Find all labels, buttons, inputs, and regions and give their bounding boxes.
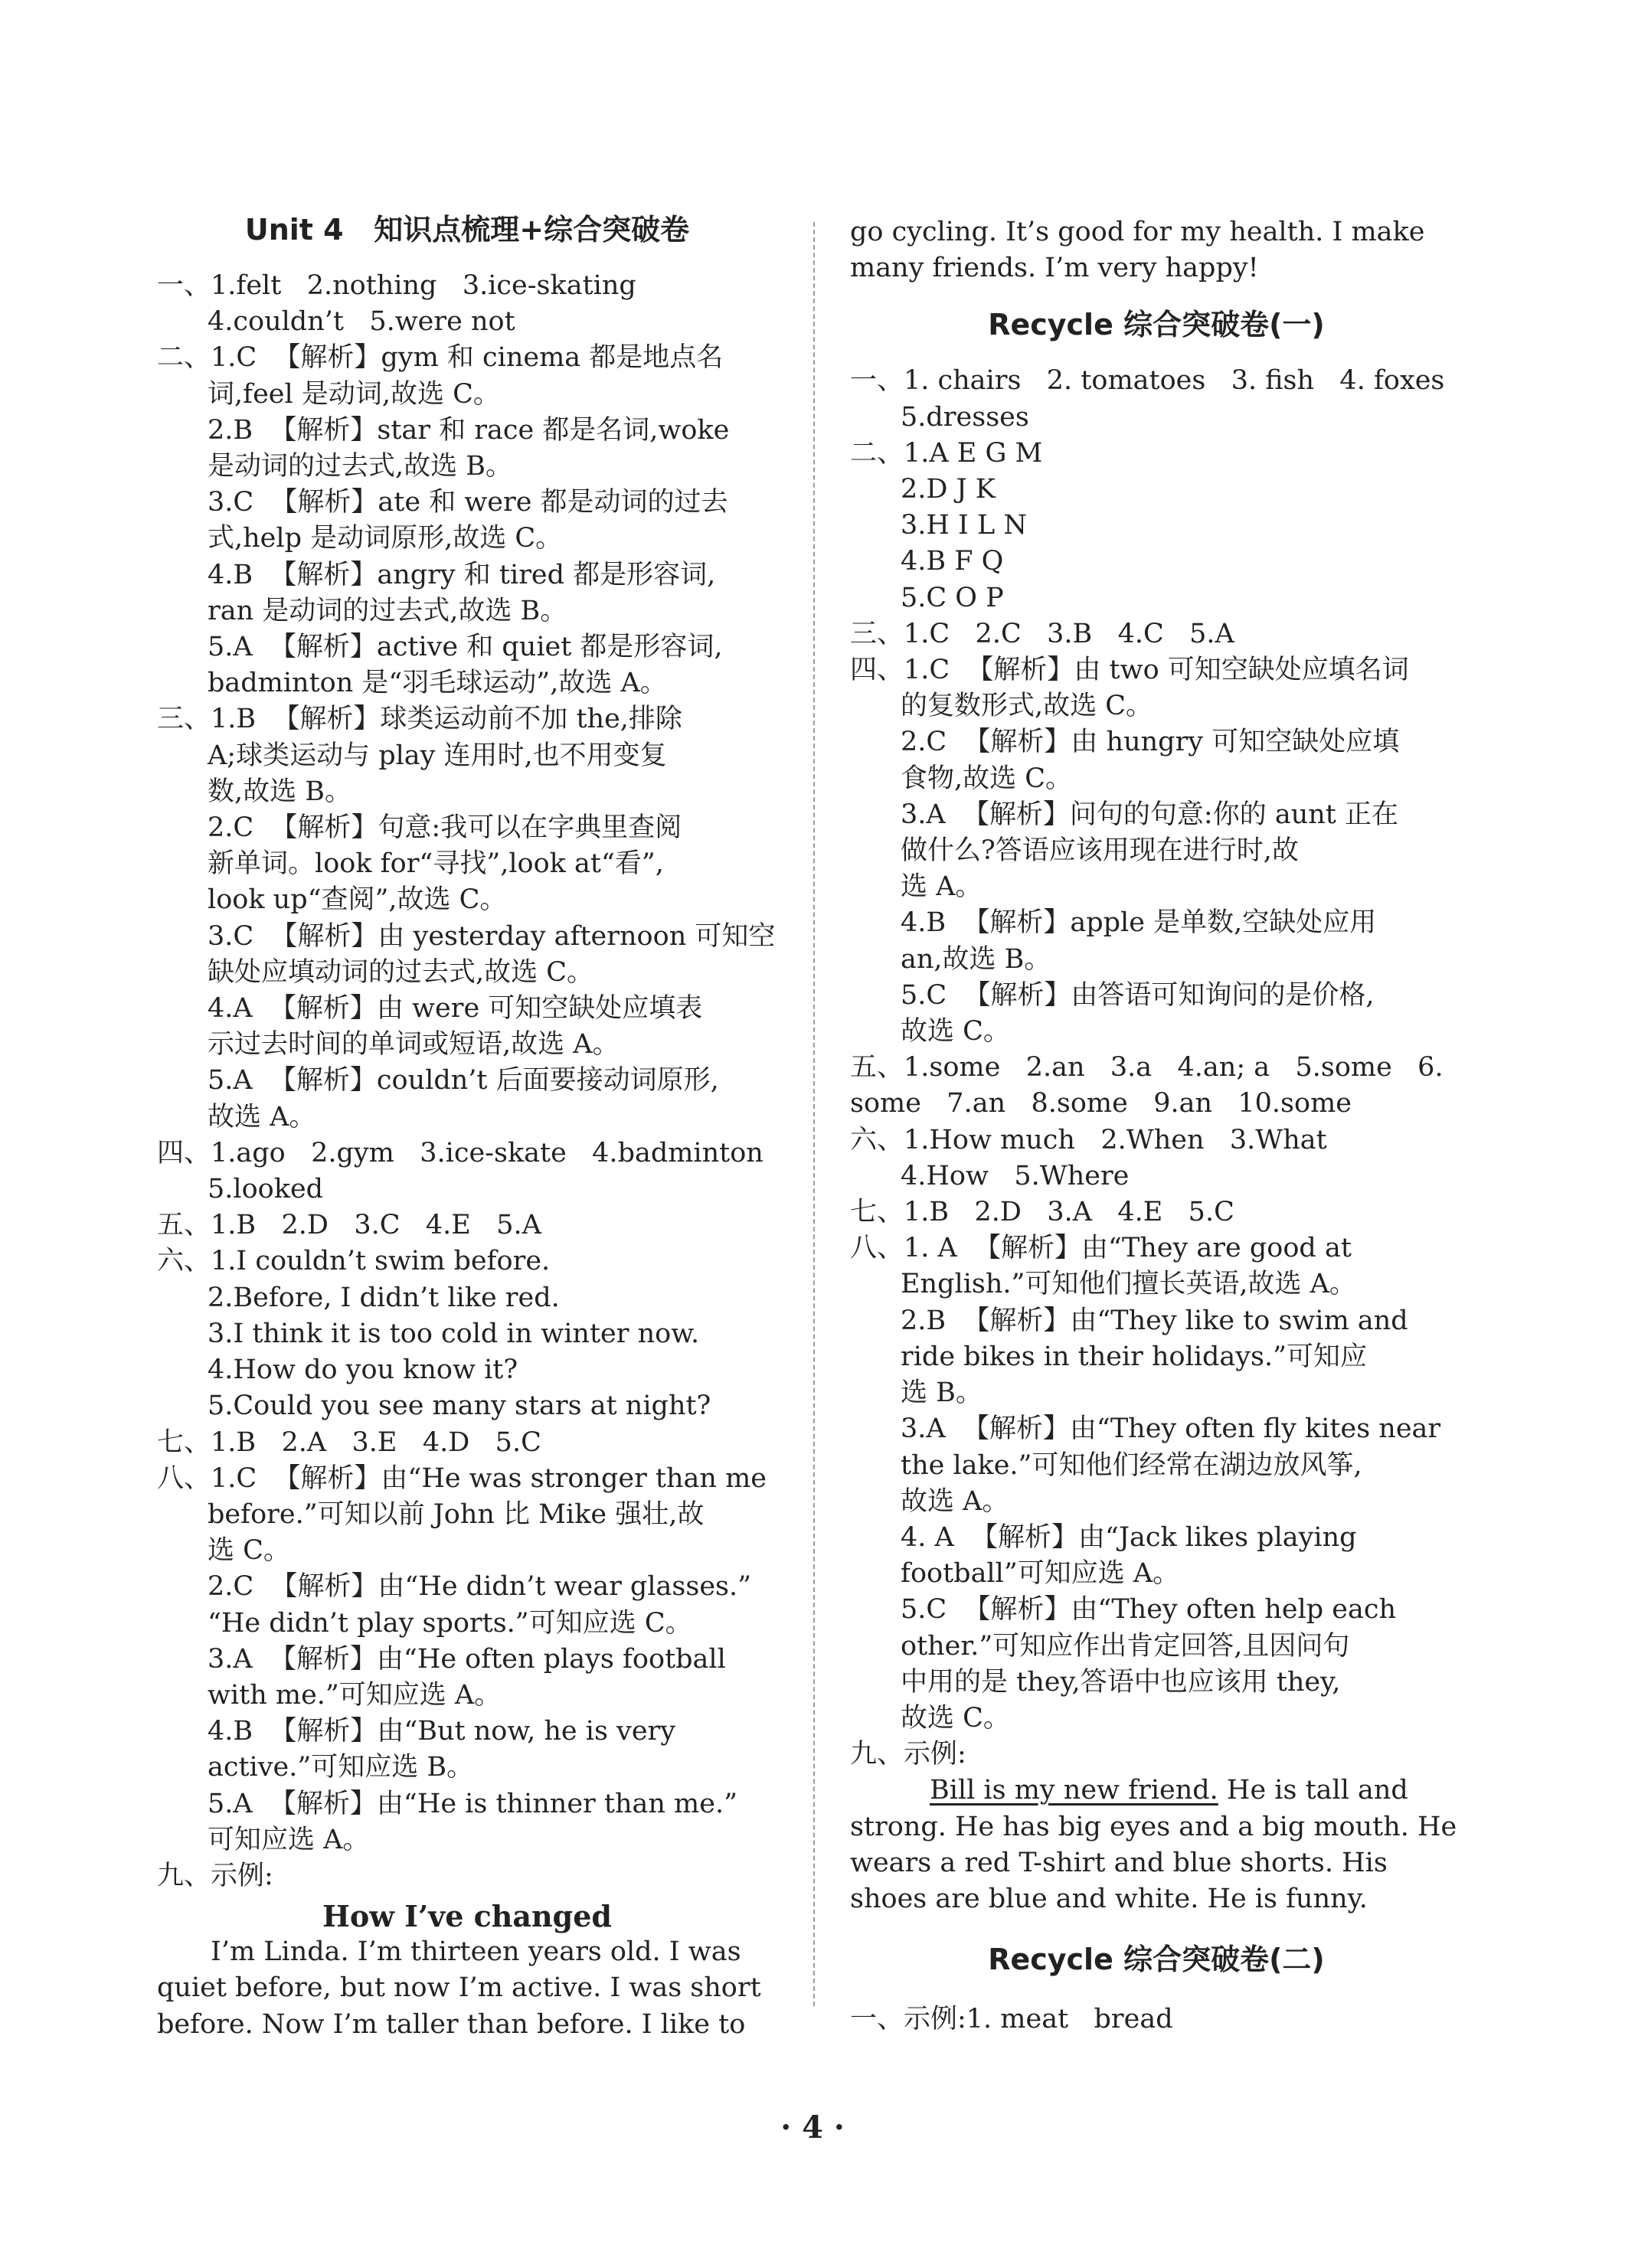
answer-line: 3.A 【解析】问句的句意:你的 aunt 正在 <box>901 799 1398 830</box>
answer-line: 七、1.B 2.A 3.E 4.D 5.C <box>157 1426 541 1458</box>
essay-line: quiet before, but now I’m active. I was short <box>157 1972 761 2004</box>
answer-line: the lake.”可知他们经常在湖边放风筝, <box>901 1449 1362 1481</box>
essay-body <box>157 1934 777 2043</box>
answer-line: 故选 C。 <box>901 1702 1010 1734</box>
answer-line: with me.”可知应选 A。 <box>208 1679 502 1711</box>
answer-line: 2.D J K <box>901 474 996 505</box>
answer-line: 是动词的过去式,故选 B。 <box>208 451 512 482</box>
answer-line: wears a red T-shirt and blue shorts. His <box>850 1847 1388 1878</box>
answer-line: 故选 A。 <box>901 1485 1009 1517</box>
unit4-title: Unit 4 知识点梳理+综合突破卷 <box>244 213 690 247</box>
answer-line: 二、1.C 【解析】gym 和 cinema 都是地点名 <box>157 342 724 374</box>
answer-line: 4.couldn’t 5.were not <box>208 306 515 338</box>
answer-line: 九、示例: <box>850 1739 966 1770</box>
answer-line: 2.C 【解析】句意:我可以在字典里查阅 <box>208 812 682 844</box>
answer-line: 的复数形式,故选 C。 <box>901 691 1153 722</box>
answer-line: 五、1.some 2.an 3.a 4.an; a 5.some 6. <box>850 1052 1444 1083</box>
sample-body <box>850 1809 1463 1918</box>
answer-line: 八、1. A 【解析】由“They are good at <box>850 1233 1352 1264</box>
answer-line: 词,feel 是动词,故选 C。 <box>208 378 500 410</box>
essay-continuation <box>850 214 1463 286</box>
sample-underlined-sentence: Bill is my new friend. <box>930 1775 1218 1806</box>
answer-line: 5.A 【解析】active 和 quiet 都是形容词, <box>208 632 723 663</box>
recycle-2-title: Recycle 综合突破卷(二) <box>988 1943 1325 1977</box>
answer-line: 六、1.How much 2.When 3.What <box>850 1124 1327 1155</box>
answer-line: go cycling. It’s good for my health. I make <box>850 217 1425 247</box>
answer-line: 数,故选 B。 <box>208 776 351 807</box>
answer-line: 5.looked <box>208 1174 324 1205</box>
answer-line: 做什么?答语应该用现在进行时,故 <box>901 835 1299 867</box>
left-column <box>157 207 777 2043</box>
answer-line: 示过去时间的单词或短语,故选 A。 <box>208 1029 620 1060</box>
answer-line: 三、1.B 【解析】球类运动前不加 the,排除 <box>157 704 682 735</box>
answer-line: 新单词。look for“寻找”,look at“看”, <box>208 848 664 880</box>
column-divider <box>813 222 815 2006</box>
sample-first-line <box>850 1773 1463 1809</box>
answer-line: 2.C 【解析】由“He didn’t wear glasses.” <box>208 1571 752 1603</box>
answer-line: 4. A 【解析】由“Jack likes playing <box>901 1521 1357 1553</box>
answer-line: 4.How 5.Where <box>901 1160 1130 1191</box>
answer-line: 5.A 【解析】由“He is thinner than me.” <box>208 1788 737 1819</box>
answer-line: 3.C 【解析】由 yesterday afternoon 可知空 <box>208 920 776 952</box>
left-answer-lines <box>157 268 777 1894</box>
answer-line: 2.Before, I didn’t like red. <box>208 1282 560 1313</box>
answer-line: 2.B 【解析】star 和 race 都是名词,woke <box>208 414 730 446</box>
sample-first-rest: He is tall and <box>1218 1775 1408 1806</box>
answer-line: 二、1.A E G M <box>850 437 1043 469</box>
answer-line: 3.A 【解析】由“They often fly kites near <box>901 1413 1441 1445</box>
essay-line: I’m Linda. I’m thirteen years old. I was <box>211 1936 741 1968</box>
answer-line: 五、1.B 2.D 3.C 4.E 5.A <box>157 1210 541 1241</box>
answer-line: 选 A。 <box>901 871 983 903</box>
answer-line: 3.A 【解析】由“He often plays football <box>208 1643 726 1675</box>
answer-line: before.”可知以前 John 比 Mike 强壮,故 <box>208 1498 705 1530</box>
right-column <box>850 214 1463 2038</box>
answer-line: 三、1.C 2.C 3.B 4.C 5.A <box>850 618 1234 649</box>
answer-line: ride bikes in their holidays.”可知应 <box>901 1341 1368 1372</box>
answer-line: 4.B 【解析】由“But now, he is very <box>208 1716 676 1747</box>
page-number: · 4 · <box>780 2110 845 2145</box>
answer-line: 可知应选 A。 <box>208 1824 370 1855</box>
recycle-2-first-line: 一、示例:1. meat bread <box>850 2004 1173 2035</box>
answer-line: 2.B 【解析】由“They like to swim and <box>901 1305 1408 1336</box>
answer-line: 4.How do you know it? <box>208 1355 518 1386</box>
answer-line: 故选 C。 <box>901 1016 1010 1047</box>
answer-line: 3.H I L N <box>901 510 1027 541</box>
answer-line: 食物,故选 C。 <box>901 763 1073 794</box>
answer-line: 5.dresses <box>901 401 1029 433</box>
answer-line: 七、1.B 2.D 3.A 4.E 5.C <box>850 1197 1234 1228</box>
recycle-1-answers <box>850 363 1463 1773</box>
answer-line: 5.A 【解析】couldn’t 后面要接动词原形, <box>208 1065 719 1096</box>
answer-line: many friends. I’m very happy! <box>850 253 1259 284</box>
answer-line: 四、1.C 【解析】由 two 可知空缺处应填名词 <box>850 655 1409 686</box>
answer-line: active.”可知应选 B。 <box>208 1752 474 1783</box>
answer-line: 4.B 【解析】angry 和 tired 都是形容词, <box>208 559 716 590</box>
answer-line: 一、1.felt 2.nothing 3.ice-skating <box>157 270 636 301</box>
answer-line: 2.C 【解析】由 hungry 可知空缺处应填 <box>901 727 1400 758</box>
answer-line: 选 B。 <box>901 1377 983 1409</box>
answer-line: 九、示例: <box>157 1860 273 1891</box>
answer-line: 中用的是 they,答语中也应该用 they, <box>901 1666 1341 1698</box>
answer-line: “He didn’t play sports.”可知应选 C。 <box>208 1607 692 1639</box>
answer-line: A;球类运动与 play 连用时,也不用变复 <box>208 740 667 771</box>
answer-line: 缺处应填动词的过去式,故选 C。 <box>208 956 594 988</box>
answer-line: 3.I think it is too cold in winter now. <box>208 1318 700 1349</box>
answer-line: 八、1.C 【解析】由“He was stronger than me <box>157 1462 767 1494</box>
answer-line: 5.C 【解析】由答语可知询问的是价格, <box>901 979 1375 1011</box>
answer-line: 5.Could you see many stars at night? <box>208 1391 711 1422</box>
answer-line: strong. He has big eyes and a big mouth. He <box>850 1811 1457 1842</box>
answer-line: 式,help 是动词原形,故选 C。 <box>208 523 563 554</box>
answer-line: badminton 是“羽毛球运动”,故选 A。 <box>208 668 667 699</box>
answer-line: 六、1.I couldn’t swim before. <box>157 1246 551 1277</box>
answer-line: 5.C O P <box>901 582 1004 613</box>
essay-title: How I’ve changed <box>322 1899 612 1934</box>
answer-line: an,故选 B。 <box>901 943 1051 975</box>
answer-line: English.”可知他们擅长英语,故选 A。 <box>901 1269 1356 1300</box>
answer-line: look up“查阅”,故选 C。 <box>208 884 507 916</box>
answer-line: ran 是动词的过去式,故选 B。 <box>208 595 567 626</box>
answer-line: 3.C 【解析】ate 和 were 都是动词的过去 <box>208 487 728 518</box>
answer-line: other.”可知应作出肯定回答,且因问句 <box>901 1630 1350 1662</box>
recycle-1-title: Recycle 综合突破卷(一) <box>988 308 1325 342</box>
answer-line: 5.C 【解析】由“They often help each <box>901 1594 1396 1626</box>
answer-line: football”可知应选 A。 <box>901 1558 1180 1590</box>
answer-line: some 7.an 8.some 9.an 10.some <box>850 1088 1352 1119</box>
answer-line: 故选 A。 <box>208 1101 316 1132</box>
answer-line: 4.B F Q <box>901 546 1004 577</box>
answer-line: shoes are blue and white. He is funny. <box>850 1883 1368 1914</box>
answer-line: 一、1. chairs 2. tomatoes 3. fish 4. foxes <box>850 365 1445 397</box>
answer-line: 选 C。 <box>208 1535 290 1567</box>
answer-line: 四、1.ago 2.gym 3.ice-skate 4.badminton <box>157 1137 763 1168</box>
answer-line: 4.A 【解析】由 were 可知空缺处应填表 <box>208 993 703 1025</box>
answer-line: 4.B 【解析】apple 是单数,空缺处应用 <box>901 907 1377 939</box>
essay-line: before. Now I’m taller than before. I like to <box>157 2008 746 2040</box>
